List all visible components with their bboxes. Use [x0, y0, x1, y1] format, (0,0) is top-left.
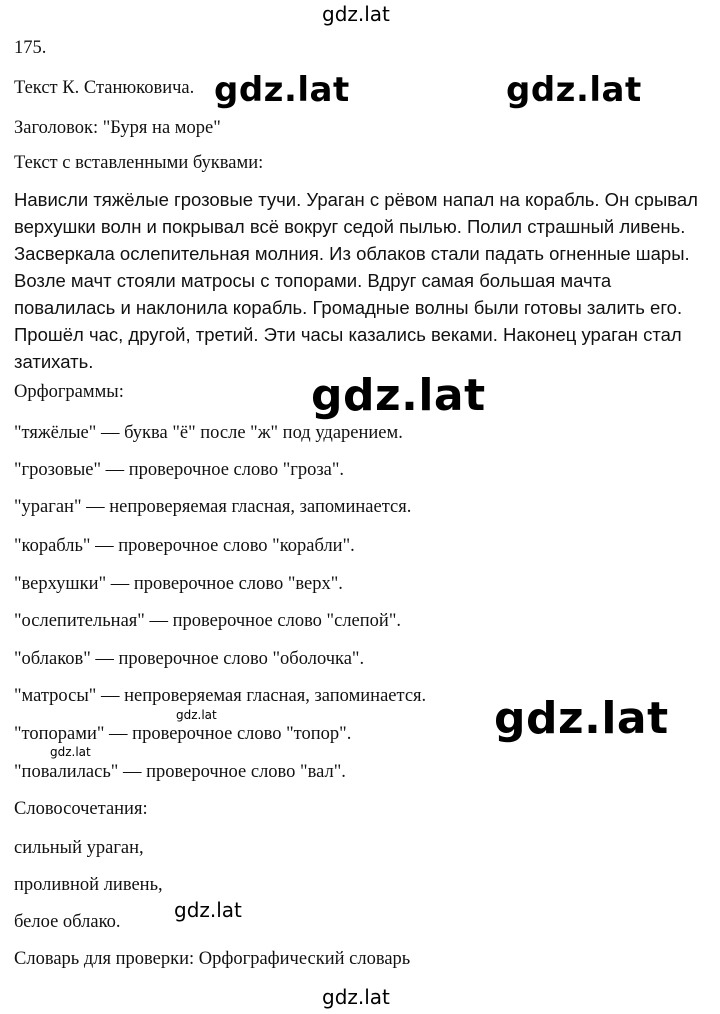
watermark: gdz.lat [50, 745, 91, 759]
watermark: gdz.lat [210, 70, 354, 110]
orthogram-item: "тяжёлые" — буква "ё" после "ж" под ударением. [14, 423, 403, 443]
orthogram-item: "грозовые" — проверочное слово "гроза". [14, 460, 345, 480]
orthogram-item: "корабль" — проверочное слово "корабли". [14, 536, 355, 556]
orthogram-item: "облаков" — проверочное слово "оболочка". [14, 649, 365, 669]
text-author: Текст К. Станюковича. [14, 78, 195, 98]
orthogram-item: "ослепительная" — проверочное слово "слепой". [14, 611, 401, 631]
header-watermark: gdz.lat [322, 2, 390, 26]
watermark: gdz.lat [494, 693, 669, 744]
orthogram-item: "матросы" — непроверяемая гласная, запоминается. [14, 686, 427, 706]
inserted-heading: Текст с вставленными буквами: [14, 153, 264, 173]
watermark: gdz.lat [174, 898, 242, 922]
orthogram-item: "ураган" — непроверяемая гласная, запоминается. [14, 497, 412, 517]
footer-watermark: gdz.lat [322, 985, 390, 1009]
watermark: gdz.lat [311, 370, 486, 421]
phrase-item: сильный ураган, [14, 838, 144, 858]
orthogram-item: "топорами" — проверочное слово "топор". [14, 724, 352, 744]
orthograms-heading: Орфограммы: [14, 382, 124, 402]
phrase-item: проливной ливень, [14, 875, 163, 895]
main-paragraph: Нависли тяжёлые грозовые тучи. Ураган с рёвом напал на корабль. Он срывал верхушки волн и покрывал всё вокруг седой пылью. Полил страшный ливень. Засверкала ослепительная молния. Из облаков стали падать огненные шары. Возле мачт стояли матросы с топорами. Вдруг самая большая мачта повалилась и наклонила корабль. Громадные волны были готовы залить его. Прошёл час, другой, третий. Эти часы казались веками. Наконец ураган стал затихать. [14, 189, 698, 372]
dictionary-line: Словарь для проверки: Орфографический словарь [14, 949, 411, 969]
orthogram-item: "повалилась" — проверочное слово "вал". [14, 762, 346, 782]
exercise-number: 175. [14, 38, 47, 58]
phrase-item: белое облако. [14, 912, 121, 932]
title-line: Заголовок: "Буря на море" [14, 118, 221, 138]
phrases-heading: Словосочетания: [14, 799, 148, 819]
watermark: gdz.lat [176, 708, 217, 722]
watermark: gdz.lat [502, 70, 646, 110]
orthogram-item: "верхушки" — проверочное слово "верх". [14, 574, 343, 594]
